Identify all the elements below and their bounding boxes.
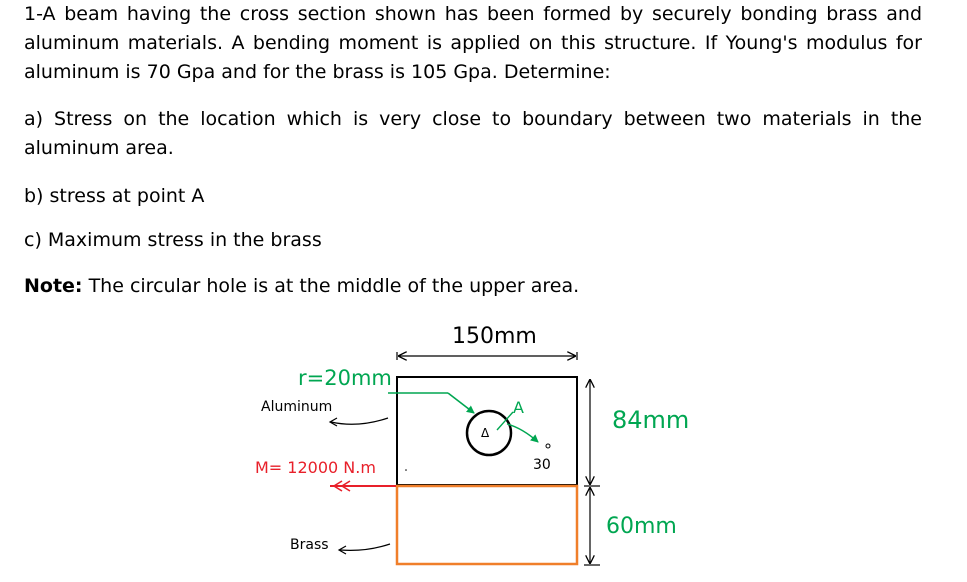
hole-center-mark: Δ [481, 426, 490, 440]
moment-label: M= 12000 N.m [255, 458, 376, 477]
brass-section [397, 486, 577, 564]
point-a-label: A [513, 398, 524, 417]
part-b: b) stress at point A [24, 185, 205, 207]
brass-pointer [340, 544, 390, 550]
aluminum-pointer [331, 418, 388, 424]
radius-leader-arrow [448, 393, 474, 413]
degree-symbol [546, 444, 550, 448]
note-text: The circular hole is at the middle of the upper area. [82, 275, 580, 297]
width-label: 150mm [452, 324, 537, 349]
angle-label: 30 [533, 457, 551, 473]
note-label: Note: [24, 275, 83, 297]
bottom-height-label: 60mm [606, 514, 677, 539]
top-height-label: 84mm [612, 406, 690, 434]
part-c: c) Maximum stress in the brass [24, 229, 322, 251]
radius-label: r=20mm [298, 366, 392, 390]
brass-label: Brass [290, 537, 329, 553]
stray-dot [405, 469, 407, 471]
part-a-text: a) Stress on the location which is very close to boundary between two materials in the aluminum area. [24, 108, 922, 159]
aluminum-label: Aluminum [261, 399, 333, 415]
problem-intro: 1-A beam having the cross section shown has been formed by securely bonding brass and aluminum materials. A bending moment is applied on this structure. If Young's modulus for aluminum is 70 Gpa and for the brass is 105 Gpa. Determine: [24, 3, 922, 83]
